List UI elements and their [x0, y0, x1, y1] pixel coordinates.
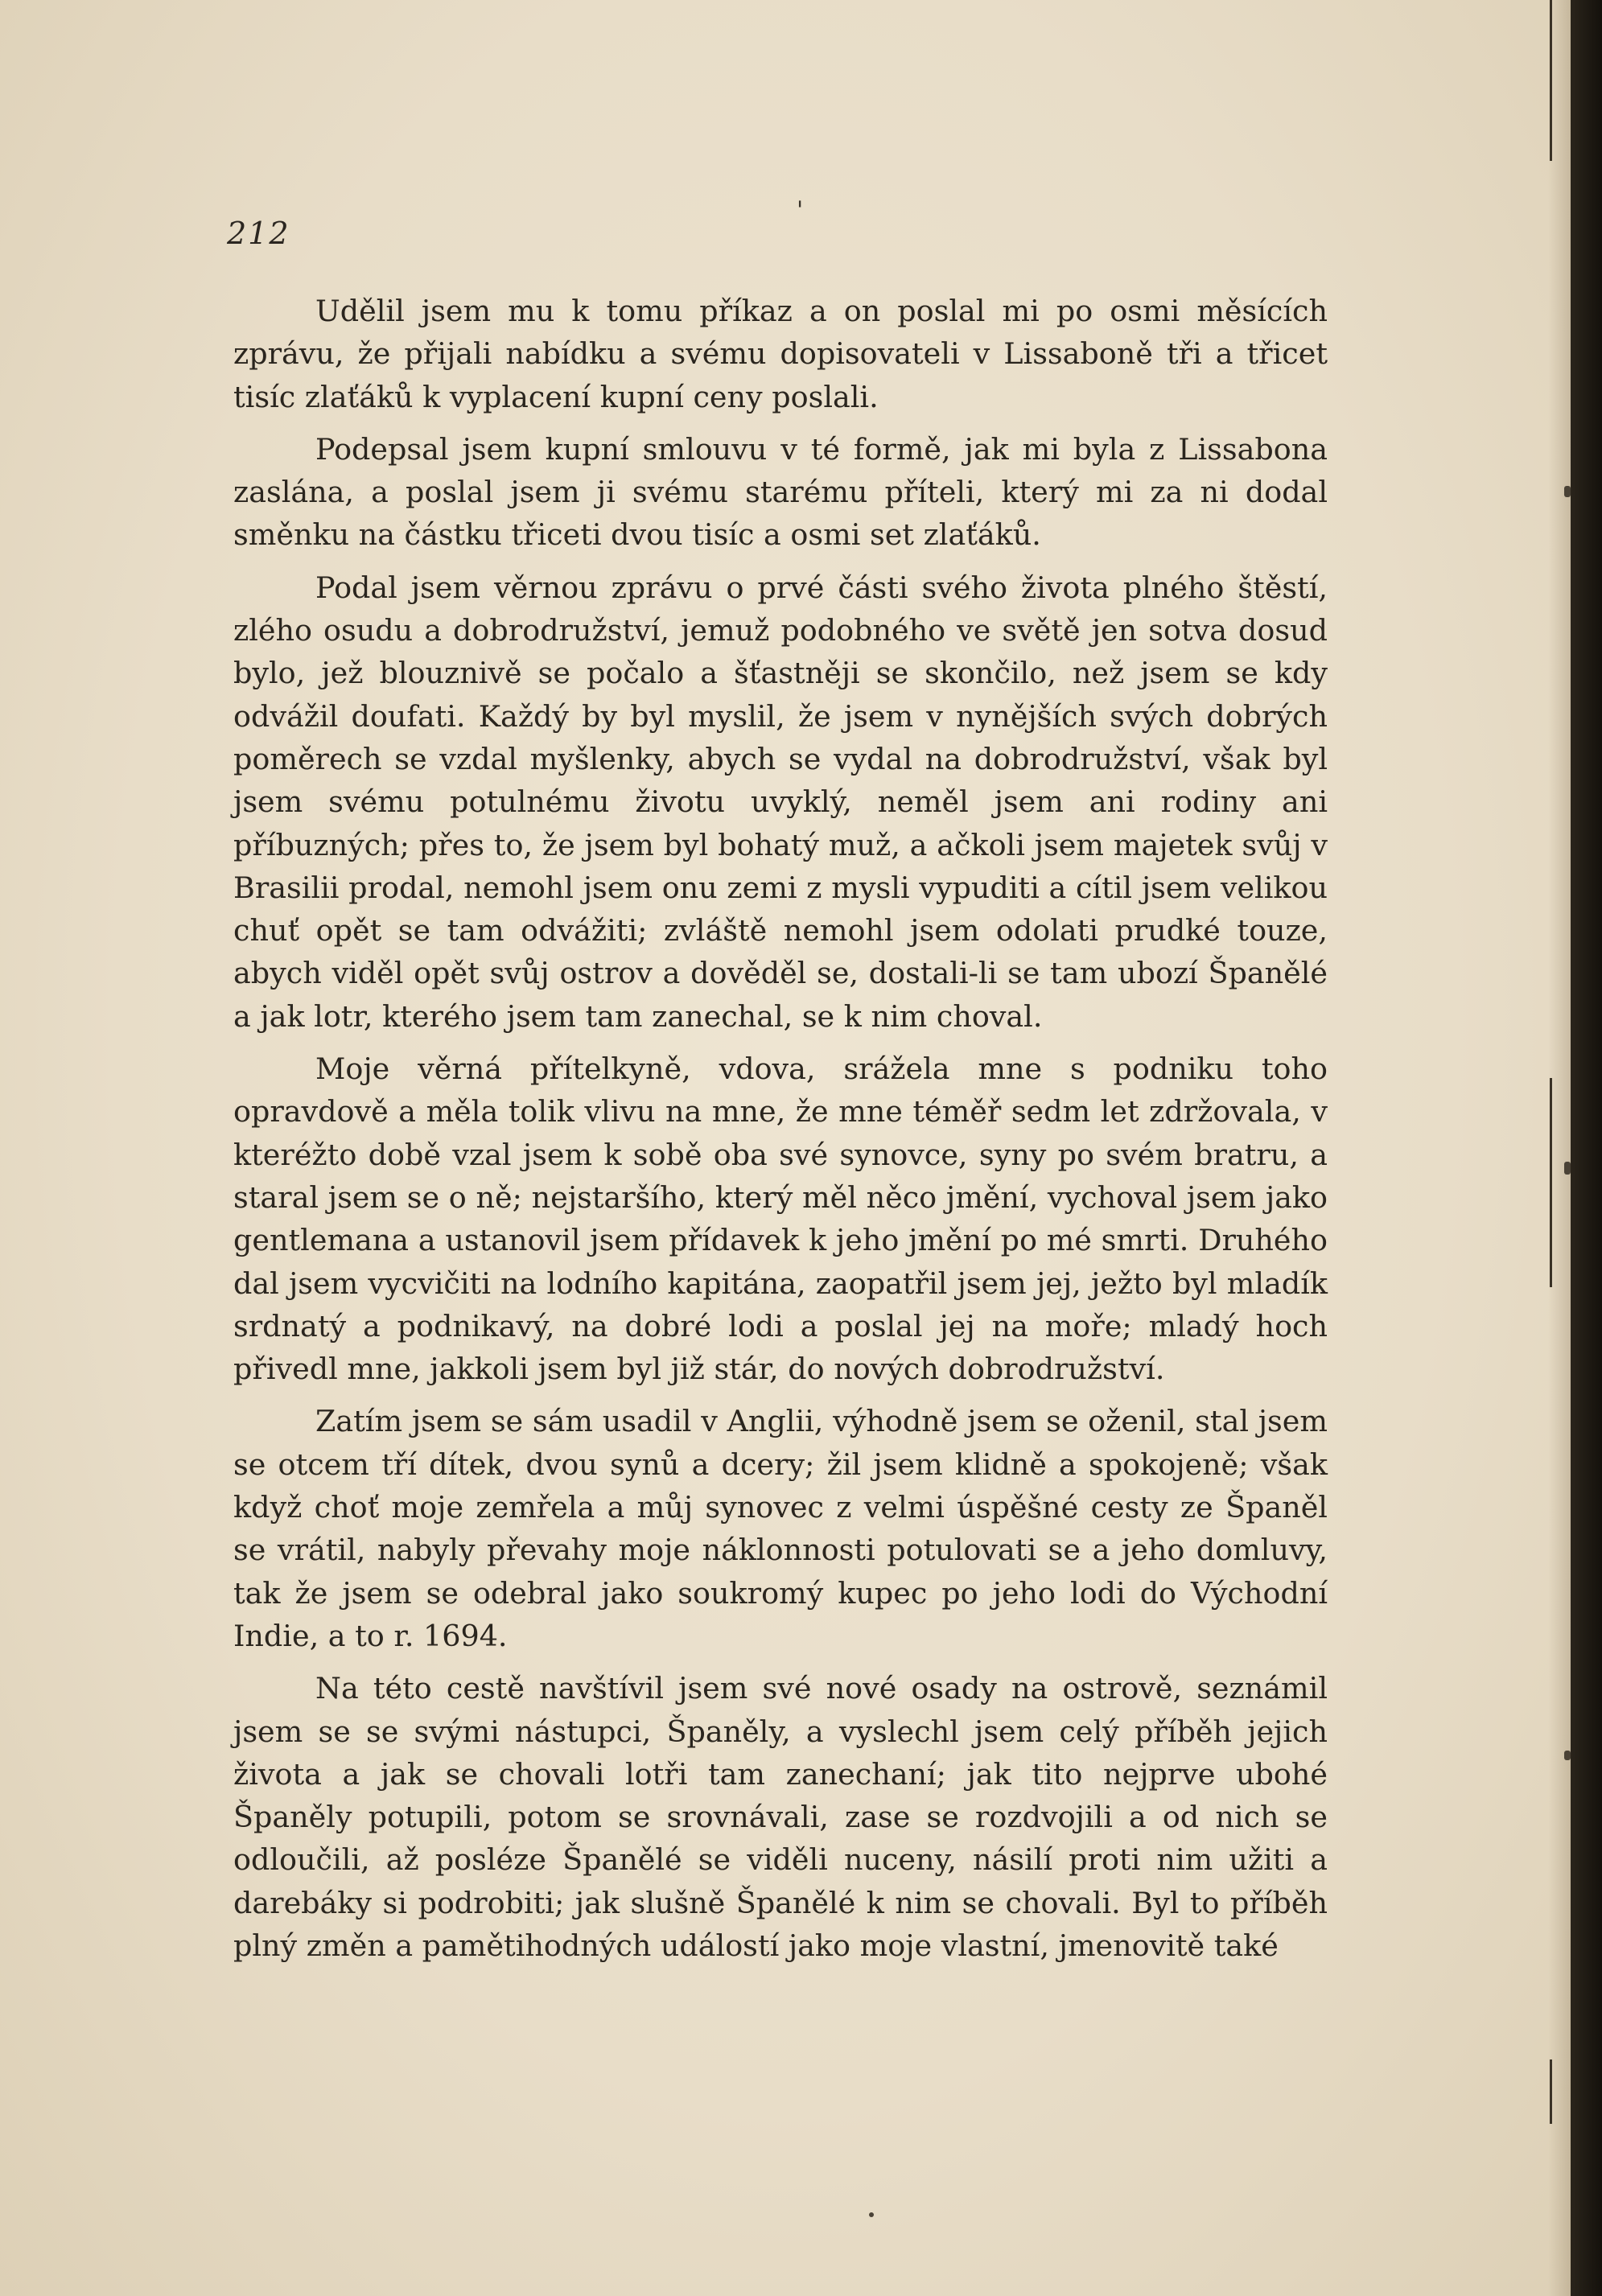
paragraph: Na této cestě navštívil jsem své nové osady na ostrově, seznámil jsem se se svými nástupci, Španěly, a vyslechl jsem celý příběh jejich života a jak se chovali lotři tam zanechaní; jak tito nejprve ubohé Španěly potupili, potom se srovnávali, zase se rozdvojili a od nich se odloučili, až posléze Španělé se viděli nuceny, násilí proti nim užiti a darebáky si podrobiti; jak slušně Španělé k nim se chovali. Byl to příběh plný změn a pamětihodných událostí jako moje vlastní, jmenovitě také [233, 1671, 1328, 1963]
ink-spot [1564, 1162, 1571, 1175]
adjacent-page-strip [1571, 0, 1602, 2296]
paragraph: Udělil jsem mu k tomu příkaz a on poslal mi po osmi měsících zprávu, že přijali nabídku a svému dopisovateli v Lissaboně tři a třicet tisíc zlaťáků k vyplacení kupní ceny poslali. [233, 294, 1328, 414]
paragraph: Zatím jsem se sám usadil v Anglii, výhodně jsem se oženil, stal jsem se otcem tří dítek, dvou synů a dcery; žil jsem klidně a spokojeně; však když choť moje zemřela a můj synovec z velmi úspěšné cesty ze Španěl se vrátil, nabyly převahy moje náklonnosti potulovati se a jeho domluvy, tak že jsem se odebral jako soukromý kupec po jeho lodi do Východní Indie, a to r. 1694. [233, 1404, 1328, 1653]
binding-line [1550, 0, 1552, 161]
ink-spot [869, 2212, 874, 2217]
ink-spot [1564, 486, 1571, 497]
body-text [233, 290, 1328, 1977]
binding-line [1550, 2059, 1552, 2124]
binding-line [1550, 1078, 1552, 1287]
paragraph: Podal jsem věrnou zprávu o prvé části svého života plného štěstí, zlého osudu a dobrodružství, jemuž podobného ve světě jen sotva dosud bylo, jež blouznivě se počalo a šťastněji se skončilo, než jsem se kdy odvážil doufati. Každý by byl myslil, že jsem v nynějších svých dobrých poměrech se vzdal myšlenky, abych se vydal na dobrodružství, však byl jsem svému potulnému životu uvyklý, neměl jsem ani rodiny ani příbuzných; přes to, že jsem byl bohatý muž, a ačkoli jsem majetek svůj v Brasilii prodal, nemohl jsem onu zemi z mysli vypuditi a cítil jsem velikou chuť opět se tam odvážiti; zvláště nemohl jsem odolati prudké touze, abych viděl opět svůj ostrov a dověděl se, dostali-li se tam ubozí Španělé a jak lotr, kterého jsem tam zanechal, se k nim choval. [233, 570, 1328, 1034]
paragraph: Moje věrná přítelkyně, vdova, srážela mne s podniku toho opravdově a měla tolik vlivu na mne, že mne téměř sedm let zdržovala, v kteréžto době vzal jsem k sobě oba své synovce, syny po svém bratru, a staral jsem se o ně; nejstaršího, který měl něco jmění, vychoval jsem jako gentlemana a ustanovil jsem přídavek k jeho jmění po mé smrti. Druhého dal jsem vycvičiti na lodního kapitána, zaopatřil jsem jej, ježto byl mladík srdnatý a podnikavý, na dobré lodi a poslal jej na moře; mladý hoch přivedl mne, jakkoli jsem byl již stár, do nových dobrodružství. [233, 1051, 1328, 1387]
page-number: 212 [227, 216, 290, 251]
paragraph: Podepsal jsem kupní smlouvu v té formě, jak mi byla z Lissabona zaslána, a poslal jsem ji svému starému příteli, který mi za ni dodal směnku na částku třiceti dvou tisíc a osmi set zlaťáků. [233, 431, 1328, 553]
print-mark: ' [797, 196, 804, 224]
ink-spot [1564, 1751, 1571, 1760]
